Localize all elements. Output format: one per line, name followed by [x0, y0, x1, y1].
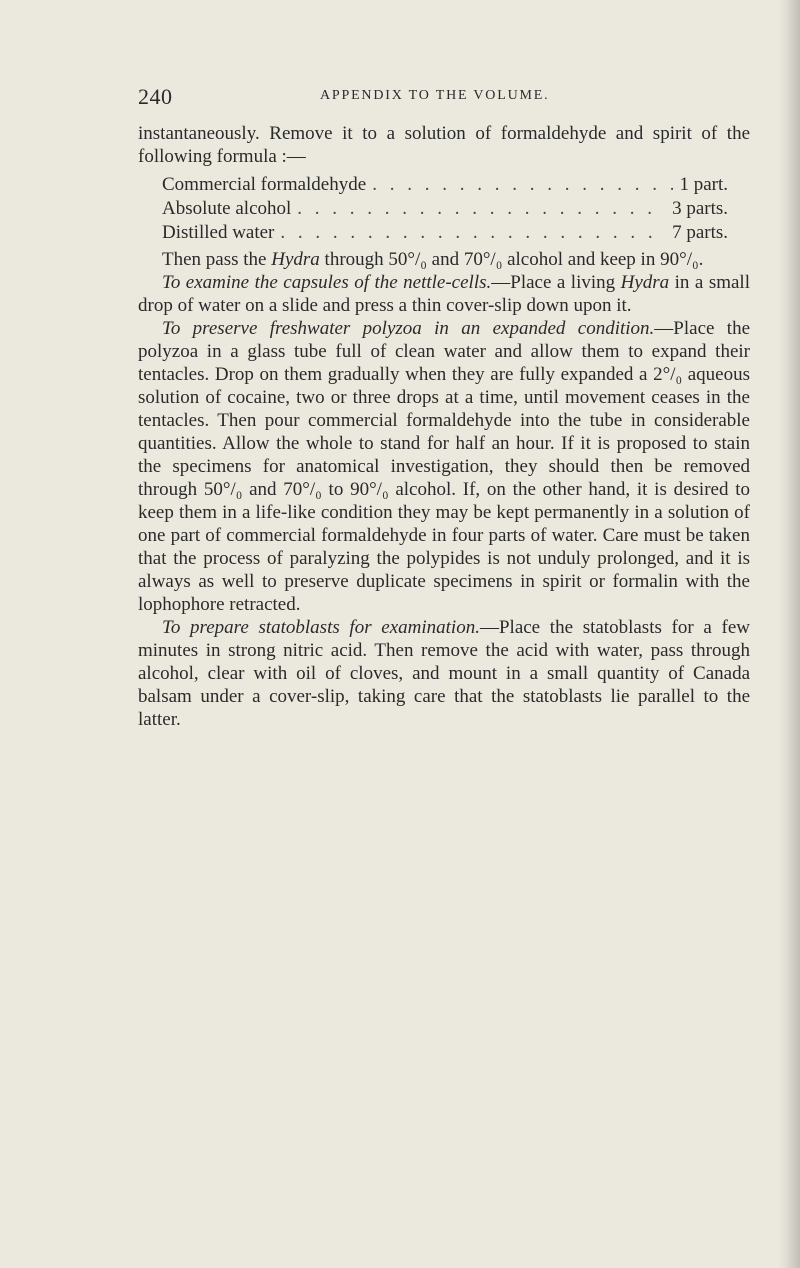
body-text [138, 122, 750, 731]
formula-row [162, 197, 728, 221]
polyzoa-text: —Place the polyzoa in a glass tube full of clean water and allow them to expand their tentacles. Drop on them gradually when they are fully expanded a 2°/₀ aqueous solution of cocaine, two or three drops at a time, until movement ceases in the tentacles. Then pour commercial formaldehyde into the tube in considerable quantities. Allow the whole to stand for half an hour. If it is proposed to stain the specimens for anatomical investigation, they should then be removed through 50°/₀ and 70°/₀ to 90°/₀ alcohol. If, on the other hand, it is desired to keep them in a life-like condition they may be kept permanently in a solution of one part of commercial formaldehyde in four parts of water. Care must be taken that the process of paralyzing the polypides is not unduly prolonged, and it is always as well to preserve duplicate specimens in spirit or formalin with the lophophore retracted. [138, 318, 751, 615]
hydra-text-a: Then pass the [162, 249, 272, 270]
formula-row [162, 173, 728, 197]
page-number: 240 [138, 84, 173, 109]
running-title: APPENDIX TO THE VOLUME. [320, 88, 550, 103]
nettle-cells-text-a: —Place a living [491, 272, 621, 293]
dot-leader [280, 221, 666, 244]
formula-list [162, 173, 728, 245]
statoblasts-paragraph [138, 616, 750, 731]
running-head [138, 84, 750, 109]
formula-quantity: 3 parts. [672, 198, 728, 219]
formula-row [162, 221, 728, 245]
formula-ingredient: Distilled water [162, 222, 275, 243]
formula-quantity: 7 parts. [672, 222, 728, 243]
formula-ingredient: Absolute alcohol [162, 198, 292, 219]
formula-quantity: 1 part. [679, 174, 728, 195]
polyzoa-heading: To preserve freshwater polyzoa in an expanded condition. [162, 318, 655, 339]
hydra-text-b: through 50°/₀ and 70°/₀ alcohol and keep in 90°/₀. [319, 249, 704, 270]
nettle-cells-heading: To examine the capsules of the nettle-cells. [162, 272, 492, 293]
formula-ingredient: Commercial formaldehyde [162, 174, 367, 195]
polyzoa-paragraph [138, 317, 750, 616]
nettle-cells-paragraph [138, 271, 750, 317]
page-edge-shadow [778, 0, 800, 1268]
nettle-cells-text-b: in a small drop of water on a slide and press a thin cover-slip down upon it. [138, 272, 750, 316]
dot-leader [297, 197, 666, 220]
statoblasts-text: —Place the statoblasts for a few minutes in strong nitric acid. Then remove the acid with water, pass through alcohol, clear with oil of cloves, and mount in a small quantity of Canada balsam under a cover-slip, taking care that the statoblasts lie parallel to the latter. [138, 617, 750, 730]
nettle-cells-hydra: Hydra [620, 272, 670, 293]
intro-paragraph: instantaneously. Remove it to a solution of formaldehyde and spirit of the following formula :— [138, 123, 750, 167]
dot-leader [372, 173, 673, 196]
hydra-italic: Hydra [271, 249, 320, 270]
statoblasts-heading: To prepare statoblasts for examination. [162, 617, 480, 638]
hydra-alcohol-paragraph [138, 248, 750, 271]
